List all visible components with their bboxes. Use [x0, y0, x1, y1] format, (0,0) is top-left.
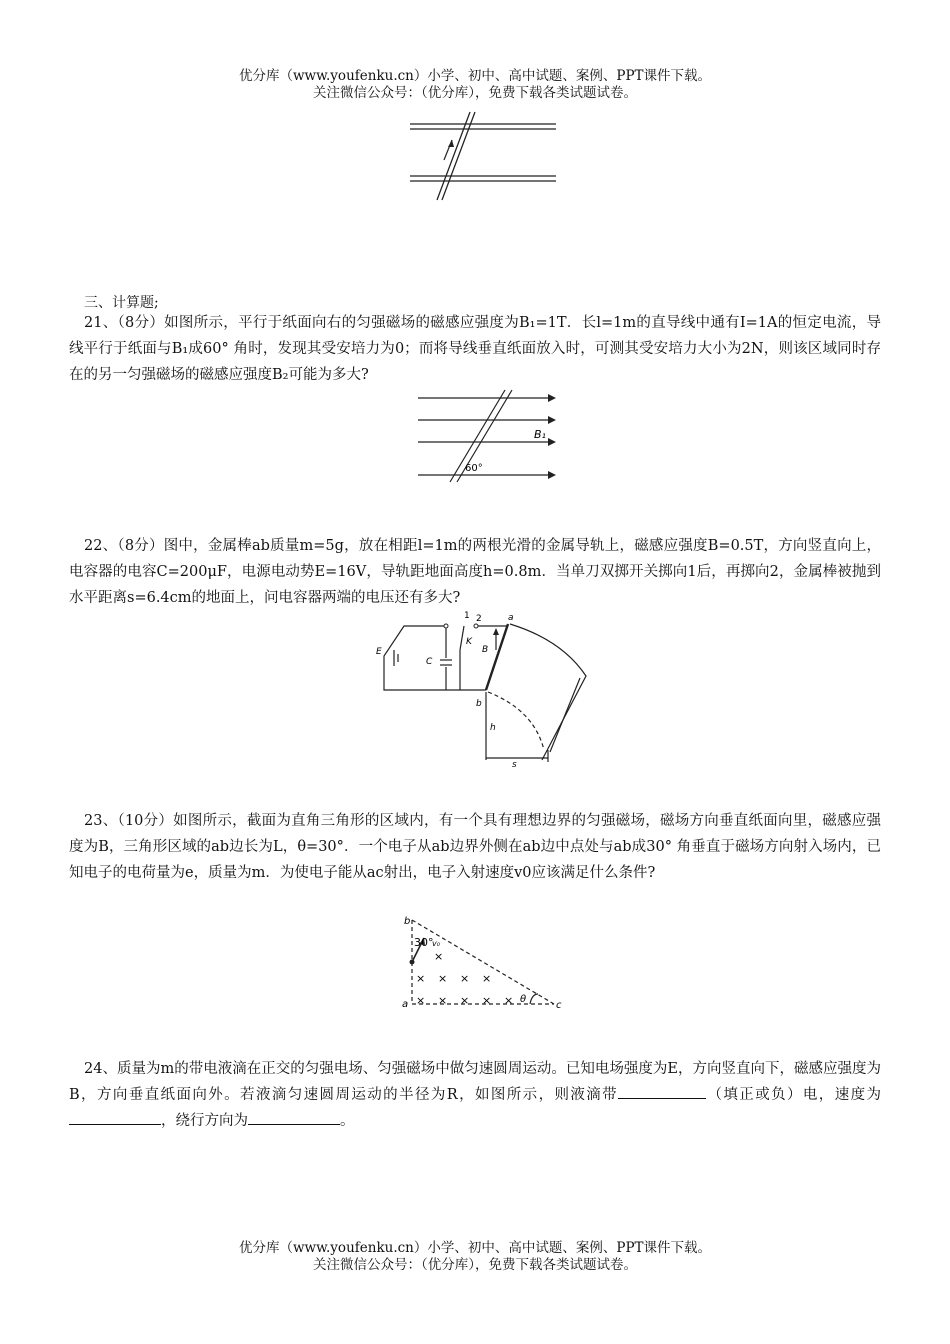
cross: × — [460, 994, 470, 1007]
switch-blade — [460, 626, 464, 650]
section-title: 三、计算题; — [84, 295, 159, 311]
b-field-arrowhead — [493, 628, 499, 635]
cross: × — [416, 972, 426, 985]
field-arrow-4 — [548, 471, 556, 479]
field-arrow-3 — [548, 438, 556, 446]
q23-label-b: b — [404, 916, 411, 927]
q22-label-s: s — [512, 760, 517, 770]
cross: × — [416, 994, 426, 1007]
theta-arc — [530, 994, 538, 1004]
q21-label-angle: 60° — [465, 463, 483, 474]
q22-label-2: 2 — [476, 614, 482, 624]
q24-text-d: 。 — [340, 1113, 355, 1129]
rod-line-1 — [437, 112, 470, 200]
field-crosses — [416, 950, 513, 1007]
cross: × — [434, 950, 444, 963]
field-arrow-2 — [548, 416, 556, 424]
q23-label-a: a — [402, 999, 409, 1010]
q23-figure — [398, 912, 570, 1012]
q22-label-e: E — [376, 647, 382, 657]
question-24 — [69, 1056, 881, 1134]
q24-text-b: （填正或负）电，速度为 — [706, 1087, 881, 1103]
q21-label-b1: B₁ — [534, 428, 546, 441]
q24-blank-direction[interactable] — [248, 1108, 340, 1125]
q23-label-theta: θ — [520, 994, 527, 1005]
question-22: 22、（8分）图中，金属棒ab质量m=5g，放在相距l=1m的两根光滑的金属导轨上，磁感应强度B=0.5T，方向竖直向上，电容器的电容C=200μF，电源电动势E=16V，导轨距地面高度h=0.8m．当单刀双掷开关掷向1后，再掷向2，金属棒被抛到水平距离s=6.4cm的地面上，问电容器两端的电压还有多大? — [69, 538, 881, 606]
q22-figure — [372, 610, 602, 770]
header-line-2: 关注微信公众号：（优分库），免费下载各类试题试卷。 — [313, 85, 637, 101]
q23-label-angle: 30° — [414, 936, 434, 949]
cross: × — [504, 994, 514, 1007]
cross: × — [482, 972, 492, 985]
header-line-1: 优分库（www.youfenku.cn）小学、初中、高中试题、案例、PPT课件下载。 — [238, 68, 712, 84]
q24-text-a: 24、质量为m的带电液滴在正交的匀强电场、匀强磁场中做匀速圆周运动。已知电场强度为E，方向竖直向下，磁感应强度为B，方向垂直纸面向外。若液滴匀速圆周运动的半径为R，如图所示，则液滴带 — [69, 1061, 881, 1103]
q21-figure — [410, 388, 560, 484]
q23-label-c: c — [556, 1000, 562, 1011]
rails-figure — [400, 110, 570, 210]
question-21: 21、（8分）如图所示，平行于纸面向右的匀强磁场的磁感应强度为B₁=1T．长l=1m的直导线中通有I=1A的恒定电流，导线平行于纸面与B₁成60° 角时，发现其受安培力为0；而将导线垂直纸面放入时，可测其受安培力大小为2N，则该区域同时存在的另一匀强磁场的磁感应强度B₂可能为多大? — [69, 315, 881, 383]
q24-text-c: ，绕行方向为 — [161, 1113, 248, 1129]
field-arrow-1 — [548, 394, 556, 402]
q22-label-1: 1 — [464, 611, 470, 621]
terminal-1 — [444, 624, 448, 628]
q22-label-h: h — [490, 723, 496, 733]
cross: × — [460, 972, 470, 985]
q24-blank-speed[interactable] — [69, 1108, 161, 1125]
rail-edge — [550, 678, 580, 752]
terminal-2 — [474, 624, 478, 628]
q23-label-v0: v₀ — [432, 939, 440, 948]
footer-line-2: 关注微信公众号：（优分库），免费下载各类试题试卷。 — [313, 1257, 637, 1273]
rod-line-2 — [442, 112, 475, 200]
entry-point — [410, 960, 415, 965]
question-23: 23、（10分）如图所示，截面为直角三角形的区域内，有一个具有理想边界的匀强磁场，磁场方向垂直纸面向里，磁感应强度为B，三角形区域的ab边长为L，θ=30°．一个电子从ab边界外侧在ab边中点处与ab成30° 角垂直于磁场方向射入场内，已知电子的电荷量为e，质量为m．为使电子能从ac射出，电子入射速度v0应该满足什么条件? — [69, 813, 881, 881]
cross: × — [438, 972, 448, 985]
q22-label-a: a — [508, 613, 514, 623]
footer-line-1: 优分库（www.youfenku.cn）小学、初中、高中试题、案例、PPT课件下载。 — [238, 1240, 712, 1256]
page-footer — [0, 1240, 950, 1274]
cross: × — [438, 994, 448, 1007]
page-header — [0, 68, 950, 102]
q24-blank-charge[interactable] — [618, 1082, 706, 1099]
q22-label-bfield: B — [482, 645, 489, 655]
q22-label-k: K — [466, 637, 472, 647]
circuit-wire — [384, 626, 484, 690]
q22-label-b: b — [476, 699, 482, 709]
q22-label-c: C — [426, 657, 433, 667]
cross: × — [482, 994, 492, 1007]
trajectory-dashed — [488, 692, 544, 750]
